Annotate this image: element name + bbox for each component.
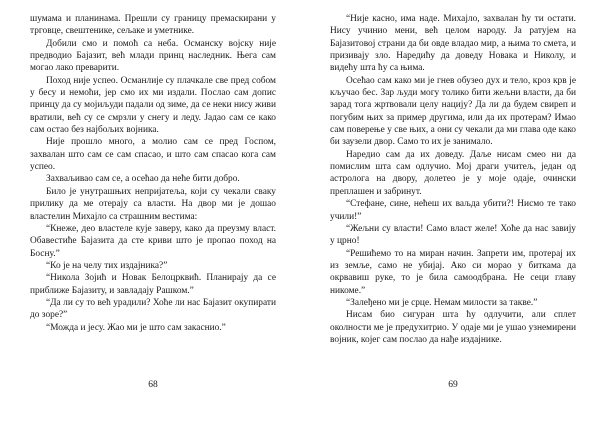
paragraph: “Кнеже, део властеле кује заверу, како да преузму власт. Обавестиће Бајазита да сте криви што је пропао поход на Босну.” xyxy=(30,223,276,259)
page-number: 69 xyxy=(448,380,458,390)
paragraph: Поход није успео. Османлије су плачкале све пред собом у бесу и немоћи, јер смо их ми издали. Послао сам допис принцу да су мојиљуди падали од зиме, да се неки нису живи вратили, већ су се смрзли у снегу и леду. Јадао сам се како сам остао без најбољих војника. xyxy=(30,75,276,136)
page-number: 68 xyxy=(148,380,158,390)
paragraph: “Стефане, сине, нећеш их ваљда убити?! Нисмо те тако учили!” xyxy=(330,199,576,222)
right-page-text xyxy=(330,13,576,346)
paragraph: “Није касно, има наде. Михајло, захвалан ћу ти остати. Нису учинио мени, већ целом народу. Ја ратујем на Бајазитовој страни да би овде владао мир, а њима то смета, и призивају зло. Наредићу да доведу Новака и Николу, и видећу шта ћу са њима. xyxy=(330,14,576,74)
paragraph: Није прошло много, а молио сам се пред Госпом, захвалан што сам се сам спасао, и што сам спасао кога сам успео. xyxy=(30,137,276,173)
paragraph: Добили смо и помоћ са неба. Османску војску није предводио Бајазит, већ млади принц наследник. Њега сам могао лако преварити. xyxy=(30,38,276,74)
paragraph: “Жељни су власти! Само власт желе! Хоће да нас завију у црно! xyxy=(330,223,576,247)
paragraph: Било је унутрашњих непријатеља, који су чекали сваку прилику да ме отерају са власти. На двор ми је дошао властелин Михајло са страшним вестима: xyxy=(30,186,276,222)
left-page xyxy=(30,0,276,424)
paragraph: Наредио сам да их доведу. Даље нисам смео ни да помислим шта сам одлучио. Мој драги учитељ, један од астролога на двору, долетео је у моје одаје, очински преплашен и забринут. xyxy=(330,149,576,197)
left-page-text xyxy=(30,13,276,334)
paragraph: “Да ли су то већ урадили? Хоће ли нас Бајазит окупирати до зоре?” xyxy=(30,297,276,321)
right-page xyxy=(330,0,576,424)
paragraph: “Ко је на челу тих издајника?” xyxy=(46,260,168,271)
paragraph: “Залеђено ми је срце. Немам милости за такве.” xyxy=(346,297,538,308)
paragraph: Нисам био сигуран шта ћу одлучити, али сплет околности ме је предухитрио. У одаје ми је ушао узнемирени војник, којег сам послао да нађе издајнике. xyxy=(330,310,576,345)
paragraph: “Можда и јесу. Жао ми је што сам закаснио.” xyxy=(46,322,226,333)
paragraph: шумама и планинама. Прешли су границу премаскирани у трговце, свештенике, сељаке и уметнике. xyxy=(30,14,276,37)
paragraph: “Никола Зојић и Новак Белоцрквић. Планирају да се приближе Бајазиту, и завладају Рашком.” xyxy=(30,273,276,296)
paragraph: Захваљивао сам се, а осећао да неће бити добро. xyxy=(46,174,240,185)
paragraph: Осећао сам како ми је гнев обузео дух и тело, кроз крв је кључао бес. Зар људи могу толико бити жељни власти, да би зарад тога жртвовали целу нацију? Да ли да будем свиреп и погубим њих за пример другима, или да их протерам? Имао сам поверење у све њих, а они су чекали да ми глава оде како би заузели двор. Само то их је занимало. xyxy=(330,75,576,148)
paragraph: “Решићемо то на миран начин. Запрети им, протерај их из земље, само не убијај. Ако си морао у биткама да окрвавиш руке, то је била самоодбрана. Не сеци главу никоме.” xyxy=(330,248,576,296)
